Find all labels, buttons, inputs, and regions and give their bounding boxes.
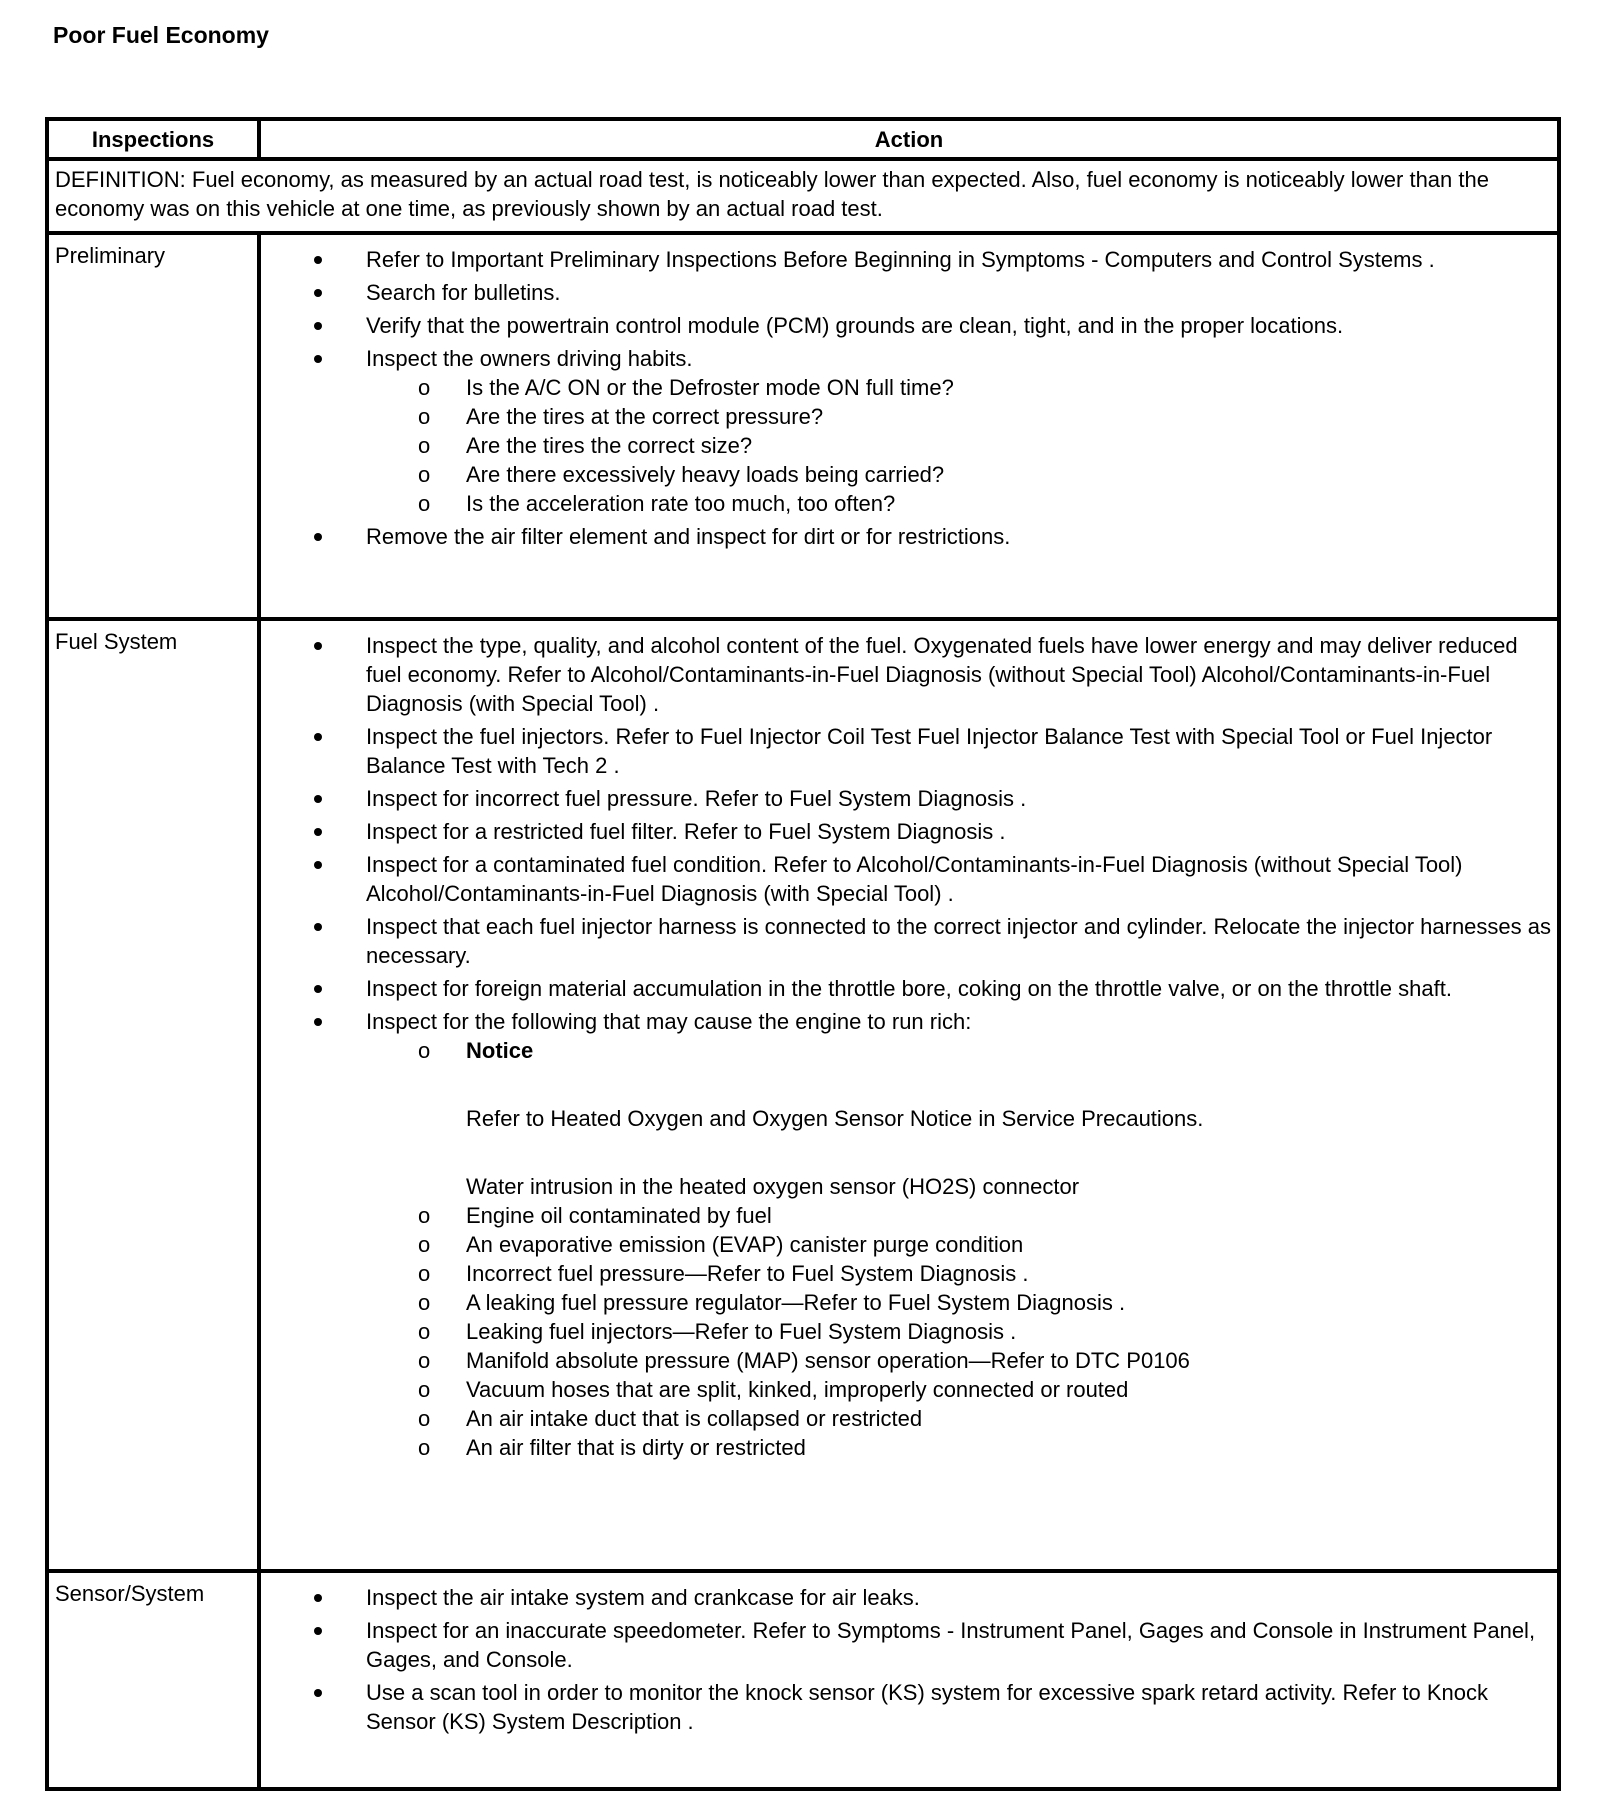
list-item [366, 1616, 1553, 1674]
list-item [366, 631, 1553, 718]
list-item [366, 278, 1553, 307]
item-text: Search for bulletins. [366, 280, 561, 305]
sub-list-item: o Leaking fuel injectors—Refer to Fuel System Diagnosis . [466, 1317, 1553, 1346]
sub-list-item: o Are there excessively heavy loads being carried? [466, 460, 1553, 489]
sub-list [366, 1036, 1553, 1201]
list-item [366, 1007, 1553, 1462]
list-item [366, 1678, 1553, 1736]
item-text: Inspect the air intake system and crankcase for air leaks. [366, 1585, 920, 1610]
definition-text: DEFINITION: Fuel economy, as measured by an actual road test, is noticeably lower than expected. Also, fuel economy is noticeably lower than the economy was on this vehicle at one time, as previously shown by an actual road test. [47, 159, 1559, 233]
item-text: Inspect for foreign material accumulation in the throttle bore, coking on the throttle valve, or on the throttle shaft. [366, 976, 1452, 1001]
item-text: Inspect for a restricted fuel filter. Refer to Fuel System Diagnosis . [366, 819, 1006, 844]
row-label: Fuel System [47, 619, 259, 1571]
sub-list-item: o Incorrect fuel pressure—Refer to Fuel System Diagnosis . [466, 1259, 1553, 1288]
header-inspections: Inspections [47, 119, 259, 159]
header-row [47, 119, 1559, 159]
sub-list-item: o An evaporative emission (EVAP) canister purge condition [466, 1230, 1553, 1259]
sub-list-item: o Are the tires the correct size? [466, 431, 1553, 460]
item-text: Inspect for incorrect fuel pressure. Refer to Fuel System Diagnosis . [366, 786, 1027, 811]
list-item [366, 245, 1553, 274]
sub-list-item: o An air filter that is dirty or restricted [466, 1433, 1553, 1462]
table-row-fuel-system [47, 619, 1559, 1571]
sub-list-item: o Vacuum hoses that are split, kinked, improperly connected or routed [466, 1375, 1553, 1404]
notice-heading: o Notice [466, 1038, 534, 1063]
item-text: Inspect the owners driving habits. [366, 346, 693, 371]
item-text: Inspect the fuel injectors. Refer to Fuel Injector Coil Test Fuel Injector Balance Test with Special Tool or Fuel Injector Balance Test with Tech 2 . [366, 724, 1493, 778]
definition-row [47, 159, 1559, 233]
list-item [366, 912, 1553, 970]
notice-item [466, 1036, 1553, 1201]
sub-list-item: o Engine oil contaminated by fuel [466, 1201, 1553, 1230]
list-item [366, 311, 1553, 340]
row-actions [259, 233, 1559, 619]
row-label: Preliminary [47, 233, 259, 619]
table-row-preliminary [47, 233, 1559, 619]
diagnostic-table [45, 117, 1561, 1791]
list-item [366, 817, 1553, 846]
bullet-list [261, 1583, 1557, 1736]
sub-list-item: o Manifold absolute pressure (MAP) sensor operation—Refer to DTC P0106 [466, 1346, 1553, 1375]
bullet-list [261, 631, 1557, 1462]
list-item [366, 344, 1553, 518]
item-text: Remove the air filter element and inspect for dirt or for restrictions. [366, 524, 1011, 549]
header-action: Action [259, 119, 1559, 159]
list-item [366, 1583, 1553, 1612]
sub-list-item: o Is the A/C ON or the Defroster mode ON full time? [466, 373, 1553, 402]
page-title: Poor Fuel Economy [53, 22, 269, 48]
table-row-sensor-system [47, 1571, 1559, 1789]
item-text: Refer to Important Preliminary Inspections Before Beginning in Symptoms - Computers and Control Systems . [366, 247, 1435, 272]
sub-list-item: o A leaking fuel pressure regulator—Refer to Fuel System Diagnosis . [466, 1288, 1553, 1317]
notice-text: Water intrusion in the heated oxygen sensor (HO2S) connector [466, 1174, 1080, 1199]
row-actions [259, 1571, 1559, 1789]
list-item [366, 522, 1553, 551]
list-item [366, 784, 1553, 813]
bullet-list [261, 245, 1557, 551]
item-text: Inspect for a contaminated fuel condition. Refer to Alcohol/Contaminants-in-Fuel Diagnosis (without Special Tool) Alcohol/Contaminants-in-Fuel Diagnosis (with Special Tool) . [366, 852, 1463, 906]
item-text: Inspect that each fuel injector harness is connected to the correct injector and cylinder. Relocate the injector harnesses as necessary. [366, 914, 1551, 968]
list-item [366, 974, 1553, 1003]
item-text: Inspect for the following that may cause the engine to run rich: [366, 1009, 972, 1034]
sub-list [366, 373, 1553, 518]
item-text: Inspect the type, quality, and alcohol content of the fuel. Oxygenated fuels have lower energy and may deliver reduced fuel economy. Refer to Alcohol/Contaminants-in-Fuel Diagnosis (without Special Tool) Alcohol/Contaminants-in-Fuel Diagnosis (with Special Tool) . [366, 633, 1518, 716]
list-item [366, 850, 1553, 908]
sub-list [366, 1201, 1553, 1462]
item-text: Verify that the powertrain control module (PCM) grounds are clean, tight, and in the proper locations. [366, 313, 1344, 338]
sub-list-item: o Are the tires at the correct pressure? [466, 402, 1553, 431]
item-text: Use a scan tool in order to monitor the knock sensor (KS) system for excessive spark retard activity. Refer to Knock Sensor (KS) System Description . [366, 1680, 1489, 1734]
row-label: Sensor/System [47, 1571, 259, 1789]
item-text: Inspect for an inaccurate speedometer. Refer to Symptoms - Instrument Panel, Gages and Console in Instrument Panel, Gages, and Console. [366, 1618, 1536, 1672]
sub-list-item: o An air intake duct that is collapsed or restricted [466, 1404, 1553, 1433]
row-actions [259, 619, 1559, 1571]
notice-text: Refer to Heated Oxygen and Oxygen Sensor Notice in Service Precautions. [466, 1106, 1204, 1131]
list-item [366, 722, 1553, 780]
sub-list-item: o Is the acceleration rate too much, too often? [466, 489, 1553, 518]
